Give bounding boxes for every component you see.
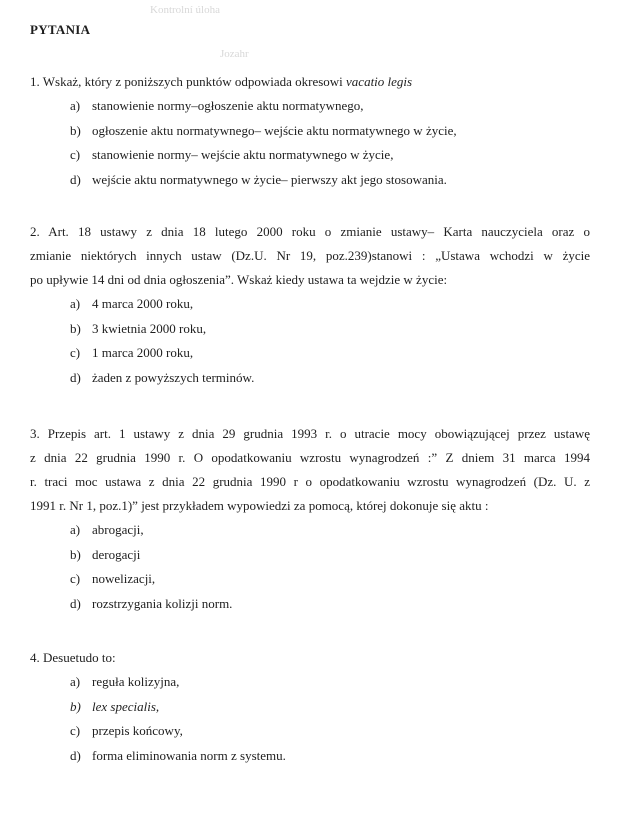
- option-text: derogacji: [92, 546, 141, 562]
- question-1-text: [30, 70, 590, 94]
- option-text: reguła kolizyjna,: [92, 674, 180, 689]
- question-3: [30, 422, 590, 616]
- question-4-option-b: [30, 695, 590, 720]
- question-3-option-b: [30, 543, 590, 568]
- question-4-option-a: [30, 670, 590, 695]
- option-letter: a): [70, 674, 81, 689]
- question-1-option-d: [30, 168, 590, 193]
- option-letter: a): [70, 296, 81, 311]
- option-letter: c): [70, 571, 81, 586]
- question-1-term-vacatio-legis: vacatio legis: [346, 74, 413, 89]
- option-text: 3 kwietnia 2000 roku,: [92, 320, 207, 336]
- option-letter: b): [70, 122, 81, 138]
- question-2-option-c: [30, 341, 590, 366]
- option-letter: a): [70, 98, 81, 113]
- question-3-text-line-3: r. traci moc ustawa z dnia 22 grudnia 1990 r o opodatkowaniu wzrostu wynagrodzeń (Dz. U. z: [30, 474, 590, 489]
- bleed-through-text-1: Kontrolní úloha: [150, 4, 220, 16]
- question-3-text-line-1: 3. Przepis art. 1 ustawy z dnia 29 grudnia 1993 r. o utracie mocy obowiązującej przez ustawę: [30, 426, 590, 441]
- option-letter: c): [70, 147, 81, 162]
- option-letter: b): [70, 546, 81, 562]
- question-4-text: 4. Desuetudo to:: [30, 650, 116, 665]
- question-3-option-c: [30, 567, 590, 592]
- question-4-option-d: [30, 744, 590, 769]
- question-1: [30, 70, 590, 192]
- option-text: stanowienie normy– wejście aktu normatywnego w życie,: [92, 147, 394, 162]
- question-2-text-line-3: po upływie 14 dni od dnia ogłoszenia”. Wskaż kiedy ustawa ta wejdzie w życie:: [30, 272, 448, 287]
- question-1-option-b: [30, 119, 590, 144]
- option-letter: d): [70, 595, 81, 611]
- option-text: 1 marca 2000 roku,: [92, 345, 194, 360]
- option-letter: d): [70, 171, 81, 187]
- question-4-option-c: [30, 719, 590, 744]
- option-text: żaden z powyższych terminów.: [92, 369, 255, 385]
- option-letter: c): [70, 345, 81, 360]
- question-2: [30, 220, 590, 390]
- question-4: [30, 646, 590, 768]
- question-2-text-line-1: 2. Art. 18 ustawy z dnia 18 lutego 2000 roku o zmianie ustawy– Karta nauczyciela oraz o: [30, 224, 590, 239]
- option-text: rozstrzygania kolizji norm.: [92, 595, 233, 611]
- option-letter: c): [70, 723, 81, 738]
- page-heading: PYTANIA: [30, 22, 91, 37]
- option-letter: b): [70, 698, 81, 714]
- option-text: lex specialis,: [92, 698, 160, 714]
- bleed-through-text-2: Jozahr: [220, 48, 249, 60]
- option-text: ogłoszenie aktu normatywnego– wejście aktu normatywnego w życie,: [92, 122, 457, 138]
- question-3-text-line-4: 1991 r. Nr 1, poz.1)” jest przykładem wypowiedzi za pomocą, której dokonuje się aktu :: [30, 498, 489, 513]
- option-letter: b): [70, 320, 81, 336]
- question-1-text-part: 1. Wskaż, który z poniższych punktów odpowiada okresowi: [30, 74, 347, 89]
- question-2-text-line-2: zmianie niektórych innych ustaw (Dz.U. Nr 19, poz.239)stanowi : „Ustawa wchodzi w życie: [30, 248, 590, 263]
- option-letter: a): [70, 522, 81, 537]
- option-text: stanowienie normy–ogłoszenie aktu normatywnego,: [92, 98, 364, 113]
- question-2-option-d: [30, 366, 590, 391]
- question-2-option-b: [30, 317, 590, 342]
- question-3-text-line-2: z dnia 22 grudnia 1990 r. O opodatkowaniu wzrostu wynagrodzeń :” Z dniem 31 marca 1994: [30, 450, 590, 465]
- option-text: abrogacji,: [92, 522, 144, 537]
- question-3-option-a: [30, 518, 590, 543]
- option-letter: d): [70, 747, 81, 763]
- option-text: forma eliminowania norm z systemu.: [92, 747, 286, 763]
- option-text: 4 marca 2000 roku,: [92, 296, 194, 311]
- option-letter: d): [70, 369, 81, 385]
- option-text: wejście aktu normatywnego w życie– pierwszy akt jego stosowania.: [92, 171, 447, 187]
- option-text: nowelizacji,: [92, 571, 156, 586]
- question-3-option-d: [30, 592, 590, 617]
- option-text: przepis końcowy,: [92, 723, 183, 738]
- question-1-option-a: [30, 94, 590, 119]
- question-2-option-a: [30, 292, 590, 317]
- question-1-option-c: [30, 143, 590, 168]
